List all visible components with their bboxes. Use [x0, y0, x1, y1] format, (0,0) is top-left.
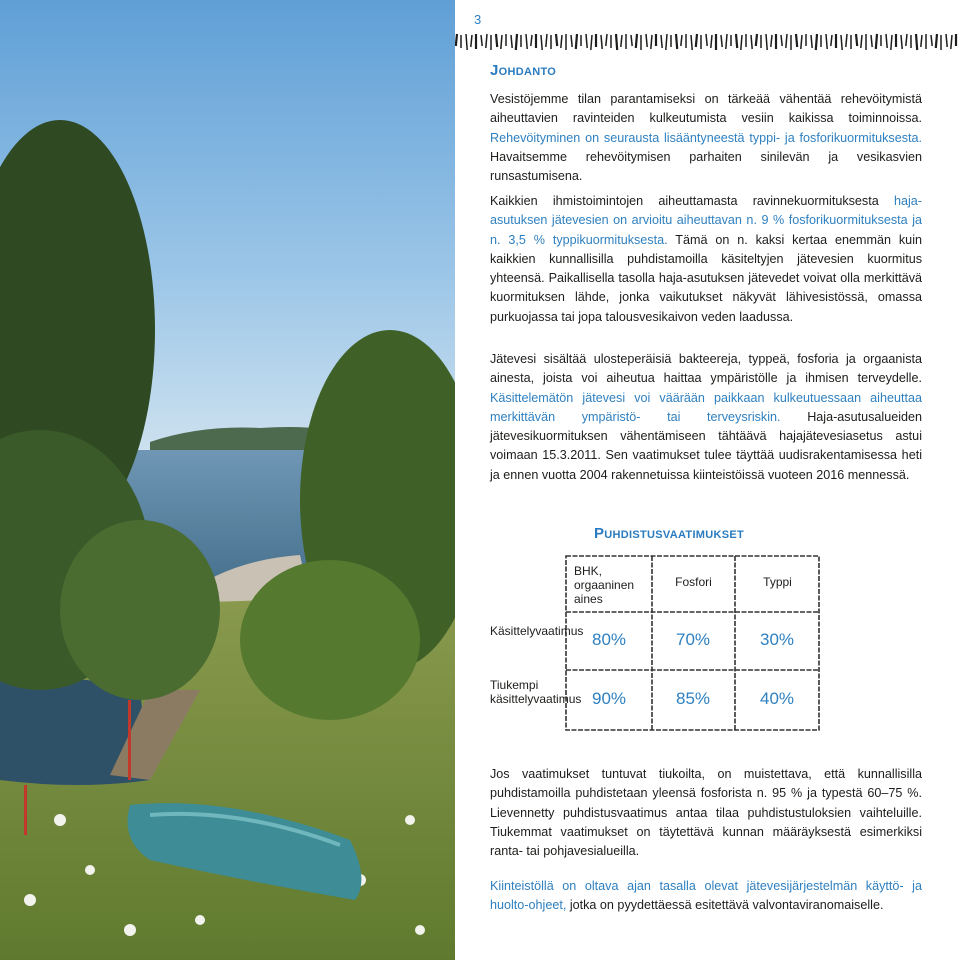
page-number: 3 — [474, 12, 482, 27]
tick-mark — [516, 34, 517, 50]
p5-text-b: jotka on pyydettäessä esitettävä valvontaviranomaiselle. — [569, 898, 884, 913]
tick-mark — [826, 34, 827, 49]
tick-mark — [736, 34, 737, 48]
tick-mark — [681, 35, 682, 46]
tick-mark — [901, 35, 902, 49]
p3-text-b: Käsittelemätön jätevesi voi väärään paikkaan kulkeutuessaan aiheuttaa merkittävän ympäristö- tai terveysriskin. — [490, 390, 922, 424]
column-header-bhk: BHK, orgaaninen aines — [574, 564, 635, 606]
tick-mark — [481, 35, 482, 46]
tick-mark — [781, 35, 782, 46]
cell-value: 40% — [759, 689, 795, 708]
intro-paragraph-1 — [490, 90, 922, 186]
tick-mark — [556, 34, 557, 46]
tick-mark — [691, 35, 692, 50]
row-label-basic: Käsittelyvaatimus — [490, 624, 584, 638]
p2-text-b: haja-asutuksen jätevesien on arvioitu aiheuttavan n. 9 % fosforikuormituksesta ja n. 3,5 % typpikuormituksesta. — [490, 194, 922, 247]
tick-mark — [696, 34, 697, 47]
column-header-fosfori: Fosfori — [675, 575, 712, 589]
tick-mark — [856, 34, 857, 46]
tick-mark — [546, 34, 547, 47]
cell-value: 90% — [591, 689, 627, 708]
intro-paragraph-3 — [490, 350, 922, 485]
p3-text-c: Haja-asutusalueiden jätevesikuormituksen vähentämiseen tähtäävä hajajätevesiasetus astui voimaan 15.3.2011. Sen vaatimukset tulee täyttää uudisrakentamisessa heti ja ennen vuotta 2004 rakennetuissa kiinteistöissä vuoteen 2016 mennessä. — [490, 409, 923, 482]
outro-paragraph-2 — [490, 877, 922, 916]
tick-mark — [486, 34, 487, 48]
tick-mark — [511, 35, 512, 48]
decorative-tick-strip — [455, 30, 960, 52]
tick-mark — [651, 35, 652, 49]
p1-text-b: Rehevöityminen on seurausta lisääntyneestä typpi- ja fosforikuormituksesta. — [490, 130, 922, 145]
cell-value: 80% — [591, 630, 627, 649]
tick-mark — [906, 34, 907, 46]
tick-mark — [771, 35, 772, 47]
cell-value: 30% — [759, 630, 795, 649]
tick-mark — [726, 34, 727, 49]
tick-mark — [921, 35, 922, 47]
tick-mark — [466, 34, 467, 50]
tick-mark — [661, 35, 662, 48]
lakeside-photo — [0, 0, 455, 960]
tick-mark — [946, 34, 947, 47]
tick-mark — [541, 35, 542, 50]
tick-mark — [496, 34, 497, 47]
tick-mark — [936, 34, 937, 48]
tick-mark — [796, 34, 797, 47]
row-label-strict: Tiukempi käsittelyvaatimus — [490, 678, 582, 706]
tick-mark — [876, 34, 877, 49]
tick-mark — [471, 35, 472, 47]
tick-mark — [786, 34, 787, 48]
tick-mark — [456, 34, 457, 46]
tick-mark — [861, 35, 862, 48]
tick-mark — [601, 35, 602, 49]
tick-mark — [831, 35, 832, 46]
tick-mark — [631, 35, 632, 46]
tick-mark — [891, 35, 892, 50]
tick-mark — [561, 35, 562, 48]
tick-mark — [741, 35, 742, 50]
intro-paragraph-2 — [490, 192, 922, 327]
tick-mark — [811, 35, 812, 48]
tick-mark — [951, 35, 952, 49]
tick-mark — [646, 34, 647, 47]
tick-mark — [576, 34, 577, 49]
tick-mark — [666, 34, 667, 50]
tick-mark — [621, 35, 622, 47]
tick-mark — [816, 34, 817, 50]
tick-mark — [886, 34, 887, 48]
tick-mark — [801, 35, 802, 49]
outro-paragraph-1: Jos vaatimukset tuntuvat tiukoilta, on muistettava, että kunnallisilla puhdistamoilla puhdistetaan yleensä fosforista n. 95 % ja typestä 60–75 %. Lievennetty puhdistusvaatimus antaa tilaa puhdistustuloksien vaihteluille. Tiukemmat vaatimukset on täytettävä kunnan määräyksestä esimerkiksi ranta- tai pohjavesialueilla. — [490, 767, 922, 859]
tick-mark — [721, 35, 722, 47]
tick-mark — [636, 34, 637, 48]
intro-heading: Johdanto — [490, 62, 557, 79]
tick-mark — [606, 34, 607, 46]
tick-mark — [591, 35, 592, 50]
p2-text-c: Tämä on n. kaksi kertaa enemmän kuin kaikkien kunnallisilla puhdistamoilla käsiteltyjen jätevesien kuormitus yhteensä. Paikallisella tasolla haja-asutuksen jätevedet voivat olla merkittävä kuormituksen lähde, jonka vaikutukset näkyvät lähivesistössä, omassa purkuojassa tai jopa talousvesikaivon veden laadussa. — [490, 232, 922, 324]
tick-mark — [846, 34, 847, 47]
tick-mark — [501, 35, 502, 49]
tick-mark — [616, 34, 617, 50]
cell-value: 70% — [675, 630, 711, 649]
tick-mark — [751, 35, 752, 49]
p3-text-a: Jätevesi sisältää ulosteperäisiä bakteereja, typpeä, fosforia ja orgaanista ainesta, joista voi aiheutua haittaa ympäristölle ja ihmisen terveydelle. — [490, 352, 922, 386]
p1-text-a: Vesistöjemme tilan parantamiseksi on tärkeää vähentää rehevöitymistä aiheuttavien ravinteiden kulkeutumista vesiin kaikissa toiminnoissa. — [490, 92, 922, 126]
tick-mark — [766, 34, 767, 50]
tick-marks — [455, 30, 960, 52]
tick-mark — [916, 34, 917, 50]
tick-mark — [676, 34, 677, 49]
tick-mark — [711, 35, 712, 48]
requirements-table — [565, 555, 820, 731]
p1-text-c: Havaitsemme rehevöitymisen parhaiten sinilevän ja vesikasvien runsastumisena. — [490, 149, 922, 184]
lakeside-illustration — [0, 0, 455, 960]
tick-mark — [586, 34, 587, 48]
tick-mark — [871, 35, 872, 47]
tick-mark — [841, 35, 842, 50]
tick-mark — [706, 34, 707, 46]
tick-mark — [531, 35, 532, 46]
cell-value: 85% — [675, 689, 711, 708]
p2-text-a: Kaikkien ihmistoimintojen aiheuttamasta ravinnekuormituksesta — [490, 194, 879, 208]
tick-mark — [571, 35, 572, 47]
column-header-typpi: Typpi — [763, 575, 792, 589]
tick-mark — [756, 34, 757, 46]
tick-mark — [526, 34, 527, 49]
requirements-title: Puhdistusvaatimukset — [594, 525, 745, 542]
tick-mark — [931, 35, 932, 46]
p5-text-a: Kiinteistöllä on oltava ajan tasalla olevat jätevesijärjestelmän käyttö- ja huolto-ohjeet, — [490, 879, 922, 913]
